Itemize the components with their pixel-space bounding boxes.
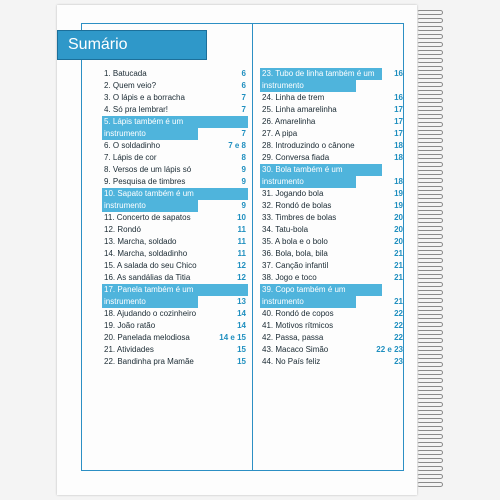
toc-entry-title: 2. Quem veio? bbox=[104, 81, 157, 90]
spiral-coil bbox=[417, 250, 443, 255]
toc-entry-title: instrumento bbox=[102, 128, 198, 140]
toc-entry-page: 22 bbox=[394, 309, 403, 318]
toc-entry bbox=[260, 248, 405, 260]
toc-entry-page: 18 bbox=[394, 141, 403, 150]
spiral-coil bbox=[417, 354, 443, 359]
spiral-coil bbox=[417, 154, 443, 159]
toc-entry-title: 20. Panelada melodiosa bbox=[104, 333, 190, 342]
toc-entry-title: 24. Linha de trem bbox=[262, 93, 325, 102]
toc-entry-page: 14 bbox=[237, 309, 246, 318]
spiral-coil bbox=[417, 258, 443, 263]
toc-entry-page: 19 bbox=[394, 201, 403, 210]
toc-entry-title: 29. Conversa fiada bbox=[262, 153, 330, 162]
toc-entry-title: 39. Copo também é um bbox=[260, 284, 382, 296]
spiral-coil bbox=[417, 98, 443, 103]
toc-entry bbox=[102, 128, 248, 140]
toc-entry-page: 17 bbox=[394, 117, 403, 126]
spiral-coil bbox=[417, 330, 443, 335]
toc-entry-page: 12 bbox=[237, 273, 246, 282]
toc-entry-title: 14. Marcha, soldadinho bbox=[104, 249, 188, 258]
spiral-coil bbox=[417, 274, 443, 279]
toc-entry bbox=[102, 116, 248, 128]
spiral-coil bbox=[417, 322, 443, 327]
spiral-coil bbox=[417, 26, 443, 31]
toc-entry-title: 22. Bandinha pra Mamãe bbox=[104, 357, 194, 366]
toc-entry-title: 41. Motivos rítmicos bbox=[262, 321, 334, 330]
spiral-coil bbox=[417, 370, 443, 375]
toc-entry bbox=[260, 356, 405, 368]
toc-entry bbox=[102, 200, 248, 212]
spiral-coil bbox=[417, 18, 443, 23]
toc-entry bbox=[260, 332, 405, 344]
toc-entry bbox=[102, 248, 248, 260]
toc-entry-title: 11. Concerto de sapatos bbox=[104, 213, 191, 222]
toc-entry-title: 42. Passa, passa bbox=[262, 333, 324, 342]
toc-entry-page: 7 bbox=[241, 93, 246, 102]
toc-entry bbox=[102, 320, 248, 332]
spiral-coil bbox=[417, 362, 443, 367]
spiral-coil bbox=[417, 234, 443, 239]
toc-entry-page: 7 bbox=[241, 129, 246, 138]
toc-entry bbox=[102, 104, 248, 116]
toc-entry bbox=[260, 224, 405, 236]
toc-entry bbox=[260, 344, 405, 356]
spiral-coil bbox=[417, 418, 443, 423]
toc-entry-page: 7 e 8 bbox=[228, 141, 246, 150]
spiral-coil bbox=[417, 114, 443, 119]
toc-entry-page: 9 bbox=[241, 201, 246, 210]
toc-entry-title: 25. Linha amarelinha bbox=[262, 105, 337, 114]
toc-entry bbox=[102, 308, 248, 320]
toc-entry-page: 21 bbox=[394, 261, 403, 270]
toc-entry-page: 16 bbox=[394, 93, 403, 102]
spiral-coil bbox=[417, 242, 443, 247]
toc-entry bbox=[260, 284, 405, 296]
toc-entry-page: 9 bbox=[241, 165, 246, 174]
toc-entry-title: 27. A pipa bbox=[262, 129, 298, 138]
toc-entry-page: 23 bbox=[394, 357, 403, 366]
toc-entry-page: 14 bbox=[237, 321, 246, 330]
toc-entry-title: 18. Ajudando o cozinheiro bbox=[104, 309, 197, 318]
column-divider bbox=[252, 24, 253, 470]
toc-entry bbox=[260, 188, 405, 200]
spiral-coil bbox=[417, 338, 443, 343]
spiral-coil bbox=[417, 138, 443, 143]
spiral-coil bbox=[417, 170, 443, 175]
toc-entry-title: 43. Macaco Simão bbox=[262, 345, 329, 354]
toc-entry-title: instrumento bbox=[260, 80, 356, 92]
toc-entry-title: 13. Marcha, soldado bbox=[104, 237, 177, 246]
spiral-coil bbox=[417, 106, 443, 111]
spiral-coil bbox=[417, 482, 443, 487]
toc-entry-title: 15. A salada do seu Chico bbox=[104, 261, 197, 270]
spiral-coil bbox=[417, 162, 443, 167]
toc-entry-page: 19 bbox=[394, 189, 403, 198]
toc-entry-page: 11 bbox=[237, 237, 246, 246]
toc-entry-title: 31. Jogando bola bbox=[262, 189, 324, 198]
spiral-coil bbox=[417, 82, 443, 87]
spiral-coil bbox=[417, 146, 443, 151]
page-title: Sumário bbox=[57, 30, 207, 60]
spiral-coil bbox=[417, 346, 443, 351]
toc-entry-title: 35. A bola e o bolo bbox=[262, 237, 328, 246]
spiral-coil bbox=[417, 290, 443, 295]
toc-entry-page: 8 bbox=[241, 153, 246, 162]
toc-entry-page: 15 bbox=[237, 345, 246, 354]
spiral-coil bbox=[417, 298, 443, 303]
spiral-coil bbox=[417, 42, 443, 47]
toc-entry-page: 6 bbox=[241, 69, 246, 78]
toc-entry-page: 22 bbox=[394, 321, 403, 330]
toc-entry bbox=[260, 260, 405, 272]
toc-left-column bbox=[102, 68, 248, 368]
toc-entry bbox=[260, 272, 405, 284]
toc-entry-title: 5. Lápis também é um bbox=[102, 116, 248, 128]
toc-entry bbox=[102, 344, 248, 356]
spiral-coil bbox=[417, 266, 443, 271]
toc-entry bbox=[260, 92, 405, 104]
toc-entry bbox=[102, 80, 248, 92]
spiral-binding bbox=[417, 10, 447, 490]
spiral-coil bbox=[417, 34, 443, 39]
spiral-coil bbox=[417, 122, 443, 127]
toc-entry-title: 23. Tubo de linha também é um bbox=[260, 68, 382, 80]
spiral-coil bbox=[417, 66, 443, 71]
toc-entry-page: 18 bbox=[394, 153, 403, 162]
toc-entry bbox=[260, 296, 405, 308]
toc-entry bbox=[260, 200, 405, 212]
toc-entry bbox=[260, 80, 405, 92]
toc-entry bbox=[102, 140, 248, 152]
toc-entry bbox=[102, 152, 248, 164]
toc-entry-page: 14 e 15 bbox=[219, 333, 246, 342]
toc-entry bbox=[102, 296, 248, 308]
toc-entry bbox=[102, 188, 248, 200]
toc-entry-title: 6. O soldadinho bbox=[104, 141, 161, 150]
toc-entry bbox=[260, 68, 405, 80]
toc-entry bbox=[102, 260, 248, 272]
toc-entry bbox=[260, 116, 405, 128]
toc-entry bbox=[102, 212, 248, 224]
toc-entry bbox=[102, 68, 248, 80]
toc-entry bbox=[260, 308, 405, 320]
toc-entry bbox=[102, 176, 248, 188]
toc-entry-title: 21. Atividades bbox=[104, 345, 154, 354]
toc-entry-page: 21 bbox=[394, 273, 403, 282]
toc-entry-title: 36. Bola, bola, bila bbox=[262, 249, 328, 258]
spiral-coil bbox=[417, 10, 443, 15]
spiral-coil bbox=[417, 466, 443, 471]
toc-entry-page: 20 bbox=[394, 225, 403, 234]
spiral-coil bbox=[417, 218, 443, 223]
toc-entry-page: 9 bbox=[241, 177, 246, 186]
toc-entry-title: 7. Lápis de cor bbox=[104, 153, 157, 162]
spiral-coil bbox=[417, 386, 443, 391]
toc-entry-page: 21 bbox=[394, 297, 403, 306]
spiral-coil bbox=[417, 202, 443, 207]
spiral-coil bbox=[417, 442, 443, 447]
toc-entry bbox=[102, 236, 248, 248]
toc-entry-title: 19. João ratão bbox=[104, 321, 156, 330]
toc-entry-page: 15 bbox=[237, 357, 246, 366]
toc-entry bbox=[260, 140, 405, 152]
spiral-coil bbox=[417, 410, 443, 415]
spiral-coil bbox=[417, 50, 443, 55]
toc-entry-page: 13 bbox=[237, 297, 246, 306]
toc-entry bbox=[102, 224, 248, 236]
toc-entry-title: 40. Rondó de copos bbox=[262, 309, 334, 318]
toc-entry-title: 33. Timbres de bolas bbox=[262, 213, 337, 222]
toc-entry bbox=[260, 236, 405, 248]
toc-entry-title: 12. Rondó bbox=[104, 225, 141, 234]
toc-entry-title: 30. Bola também é um bbox=[260, 164, 382, 176]
toc-entry bbox=[260, 104, 405, 116]
spiral-coil bbox=[417, 178, 443, 183]
toc-entry-page: 21 bbox=[394, 249, 403, 258]
toc-entry-page: 10 bbox=[237, 213, 246, 222]
toc-entry bbox=[260, 176, 405, 188]
spiral-coil bbox=[417, 226, 443, 231]
toc-entry bbox=[260, 152, 405, 164]
toc-entry-page: 11 bbox=[237, 225, 246, 234]
toc-entry-title: 17. Panela também é um bbox=[102, 284, 248, 296]
toc-entry-title: instrumento bbox=[102, 296, 198, 308]
toc-entry-title: 3. O lápis e a borracha bbox=[104, 93, 185, 102]
toc-entry bbox=[260, 320, 405, 332]
toc-entry bbox=[102, 92, 248, 104]
toc-entry-page: 11 bbox=[237, 249, 246, 258]
spiral-coil bbox=[417, 434, 443, 439]
toc-entry-title: 1. Batucada bbox=[104, 69, 147, 78]
toc-entry-title: 32. Rondó de bolas bbox=[262, 201, 332, 210]
toc-entry-title: 16. As sandálias da Titia bbox=[104, 273, 191, 282]
spiral-coil bbox=[417, 314, 443, 319]
toc-entry-title: instrumento bbox=[260, 296, 356, 308]
toc-entry-title: instrumento bbox=[260, 176, 356, 188]
toc-entry-page: 17 bbox=[394, 105, 403, 114]
toc-entry-page: 20 bbox=[394, 213, 403, 222]
toc-entry-title: 37. Canção infantil bbox=[262, 261, 329, 270]
toc-entry bbox=[102, 284, 248, 296]
toc-entry-title: instrumento bbox=[102, 200, 198, 212]
spiral-coil bbox=[417, 378, 443, 383]
spiral-coil bbox=[417, 186, 443, 191]
spiral-coil bbox=[417, 458, 443, 463]
spiral-coil bbox=[417, 194, 443, 199]
spiral-coil bbox=[417, 74, 443, 79]
toc-entry-title: 28. Introduzindo o cânone bbox=[262, 141, 355, 150]
toc-entry-page: 16 bbox=[394, 69, 403, 78]
spiral-coil bbox=[417, 394, 443, 399]
spiral-coil bbox=[417, 474, 443, 479]
toc-entry-title: 9. Pesquisa de timbres bbox=[104, 177, 186, 186]
toc-entry-page: 22 e 23 bbox=[376, 345, 403, 354]
spiral-coil bbox=[417, 306, 443, 311]
toc-entry-title: 34. Tatu-bola bbox=[262, 225, 309, 234]
toc-entry-page: 6 bbox=[241, 81, 246, 90]
toc-entry-page: 18 bbox=[394, 177, 403, 186]
toc-entry-title: 8. Versos de um lápis só bbox=[104, 165, 192, 174]
spiral-coil bbox=[417, 90, 443, 95]
toc-entry-page: 12 bbox=[237, 261, 246, 270]
spiral-coil bbox=[417, 426, 443, 431]
toc-entry bbox=[102, 332, 248, 344]
toc-entry-title: 4. Só pra lembrar! bbox=[104, 105, 169, 114]
spiral-coil bbox=[417, 130, 443, 135]
toc-entry-title: 10. Sapato também é um bbox=[102, 188, 248, 200]
toc-entry-title: 38. Jogo e toco bbox=[262, 273, 317, 282]
toc-entry-title: 26. Amarelinha bbox=[262, 117, 316, 126]
toc-entry-title: 44. No País feliz bbox=[262, 357, 321, 366]
spiral-coil bbox=[417, 210, 443, 215]
spiral-coil bbox=[417, 282, 443, 287]
toc-entry bbox=[102, 272, 248, 284]
spiral-coil bbox=[417, 450, 443, 455]
toc-entry-page: 22 bbox=[394, 333, 403, 342]
spiral-coil bbox=[417, 402, 443, 407]
toc-right-column bbox=[260, 68, 405, 368]
toc-entry bbox=[260, 128, 405, 140]
toc-entry bbox=[102, 356, 248, 368]
toc-entry-page: 7 bbox=[241, 105, 246, 114]
toc-entry bbox=[102, 164, 248, 176]
toc-entry bbox=[260, 212, 405, 224]
toc-entry bbox=[260, 164, 405, 176]
toc-entry-page: 20 bbox=[394, 237, 403, 246]
toc-entry-page: 17 bbox=[394, 129, 403, 138]
spiral-coil bbox=[417, 58, 443, 63]
